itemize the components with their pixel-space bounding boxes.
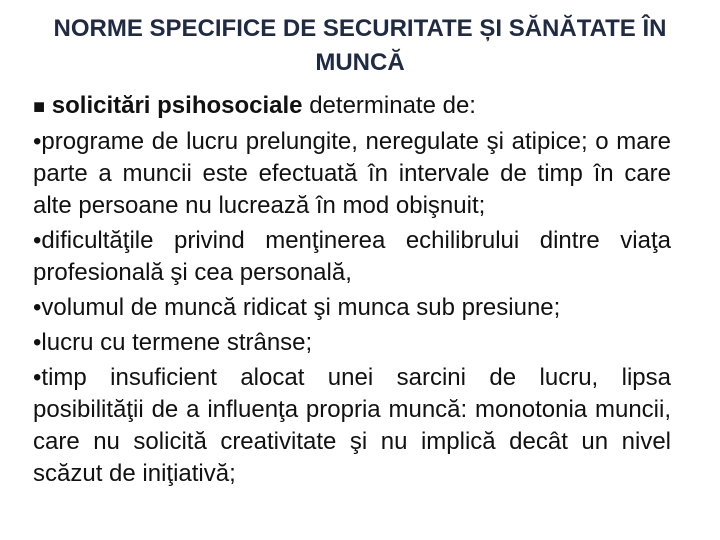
intro-bold-text: solicitări psihosociale	[51, 92, 303, 119]
bullet-item: •volumul de muncă ridicat şi munca sub presiune;	[33, 294, 561, 321]
bullet-item: •programe de lucru prelungite, neregulate şi atipice; o mare parte a muncii este efectuată în intervale de timp în care alte persoane nu lucrează în mod obişnuit;	[33, 128, 671, 219]
bullet-item: •timp insuficient alocat unei sarcini de lucru, lipsa posibilităţii de a influenţa propria muncă: monotonia muncii, care nu solicită creativitate şi nu implică decât un nivel scăzut de iniţiativă;	[33, 364, 671, 487]
square-bullet-icon: ■	[33, 96, 46, 118]
slide-body	[33, 90, 671, 490]
bullet-item: •lucru cu termene strânse;	[33, 329, 313, 356]
bullet-item: •dificultăţile privind menţinerea echilibrului dintre viaţa profesională şi cea personală,	[33, 227, 671, 286]
slide-title: NORME SPECIFICE DE SECURITATE ȘI SĂNĂTATE ÎN MUNCĂ	[53, 15, 667, 76]
intro-rest-text: determinate de:	[309, 92, 476, 119]
intro-line	[33, 90, 671, 123]
